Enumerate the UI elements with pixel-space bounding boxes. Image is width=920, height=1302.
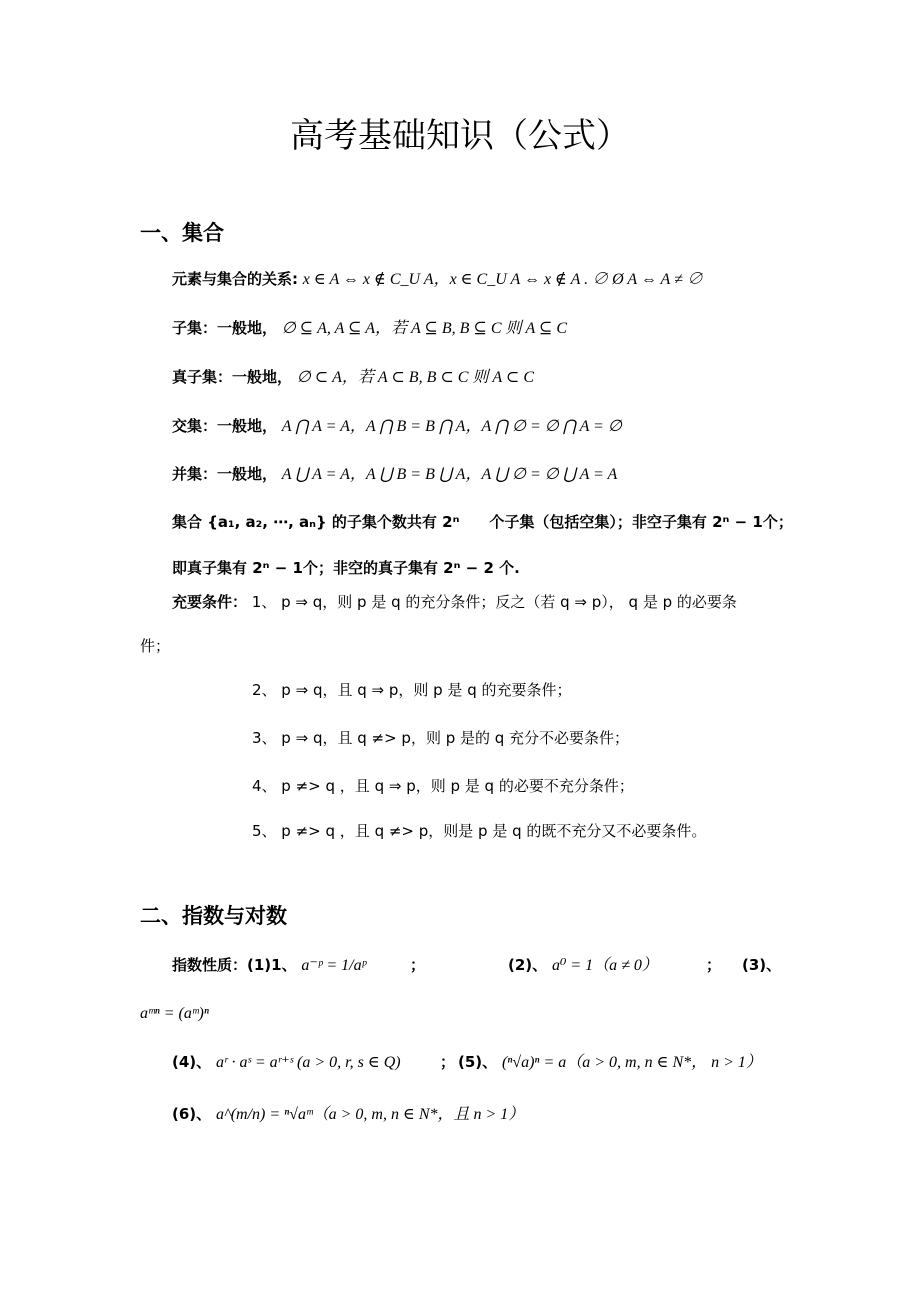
exponent-property-6-label: (6)、: [172, 1105, 212, 1123]
membership-label: 元素与集合的关系:: [172, 270, 298, 288]
exponent-property-4-label: (4)、: [172, 1053, 212, 1071]
condition-line-3: 3、 p ⇒ q，且 q ≠> p，则 p 是的 q 充分不必要条件；: [252, 729, 630, 747]
union-formula: A ⋃ A = A，A ⋃ B = B ⋃ A，A ⋃ ∅ = ∅ ⋃ A = A: [281, 466, 618, 483]
exponent-property-3: aᵐⁿ = (aᵐ)ⁿ: [140, 1005, 209, 1022]
exponent-property-6: a^(m/n) = ⁿ√aᵐ（a > 0, m, n ∈ N*，且 n > 1）: [215, 1106, 525, 1123]
exponent-property-5-label: (5)、: [458, 1053, 498, 1071]
section-heading-exponents: 二、指数与对数: [140, 904, 287, 928]
condition-line-5: 5、 p ≠> q ，且 q ≠> p，则是 p 是 q 的既不充分又不必要条件。: [252, 822, 707, 840]
section-heading-sets: 一、集合: [140, 221, 224, 245]
intersection-label: 交集：一般地，: [172, 417, 278, 435]
union-line: [172, 464, 617, 485]
condition-line-1-wrap: 件；: [140, 637, 171, 655]
exponent-property-5: (ⁿ√a)ⁿ = a（a > 0, m, n ∈ N*， n > 1）: [501, 1054, 762, 1071]
exponent-property-line-4: [172, 1052, 401, 1073]
subset-label: 子集：一般地，: [172, 319, 278, 337]
exponent-property-2-wrap: [508, 955, 658, 976]
proper-subset-line: [172, 367, 534, 388]
intersection-formula: A ⋂ A = A，A ⋂ B = B ⋂ A，A ⋂ ∅ = ∅ ⋂ A = ∅: [281, 418, 622, 435]
condition-line-1: [172, 592, 737, 612]
page-title: 高考基础知识（公式）: [290, 116, 630, 156]
subset-formula: ∅ ⊆ A, A ⊆ A，若 A ⊆ B, B ⊆ C 则 A ⊆ C: [281, 320, 568, 337]
subset-line: [172, 318, 567, 339]
exponent-property-3-label: (3)、: [742, 956, 782, 974]
union-label: 并集：一般地，: [172, 465, 278, 483]
membership-formula: x ∈ A ⇔ x ∉ C_U A，x ∈ C_U A ⇔ x ∉ A . ∅ Ø A ⇔ A ≠ ∅: [302, 271, 703, 288]
subset-count-line-2: 即真子集有 2ⁿ − 1个；非空的真子集有 2ⁿ − 2 个.: [172, 559, 520, 577]
separator-3: ；: [440, 1053, 456, 1071]
exponent-property-line-1: [172, 955, 366, 976]
condition-1-text: 1、 p ⇒ q，则 p 是 q 的充分条件；反之（若 q ⇒ p）， q 是 p 的必要条: [251, 593, 737, 611]
exponent-property-4: aʳ · aˢ = aʳ⁺ˢ (a > 0, r, s ∈ Q): [215, 1054, 401, 1071]
condition-line-4: 4、 p ≠> q ，且 q ⇒ p，则 p 是 q 的必要不充分条件；: [252, 777, 634, 795]
separator-2: ；: [706, 956, 722, 974]
separator-1: ；: [410, 956, 426, 974]
proper-subset-label: 真子集：一般地，: [172, 368, 293, 386]
exponent-property-2-label: (2)、: [508, 956, 548, 974]
condition-line-2: 2、 p ⇒ q，且 q ⇒ p，则 p 是 q 的充要条件；: [252, 681, 572, 699]
exponent-property-line-6: [172, 1104, 524, 1125]
membership-line: [172, 269, 703, 290]
condition-label: 充要条件：: [172, 593, 248, 611]
proper-subset-formula: ∅ ⊂ A，若 A ⊂ B, B ⊂ C 则 A ⊂ C: [296, 369, 534, 386]
subset-count-line-1: 集合 {a₁, a₂, ⋯, aₙ} 的子集个数共有 2ⁿ 个子集（包括空集）；非空子集有 2ⁿ − 1个；: [172, 513, 793, 531]
exponent-property-label: 指数性质：(1)1、: [172, 956, 297, 974]
exponent-property-2: a⁰ = 1（a ≠ 0）: [551, 957, 658, 974]
exponent-property-line-5: [458, 1052, 762, 1073]
intersection-line: [172, 416, 622, 437]
exponent-property-1: a⁻ᵖ = 1/aᵖ: [301, 957, 367, 974]
